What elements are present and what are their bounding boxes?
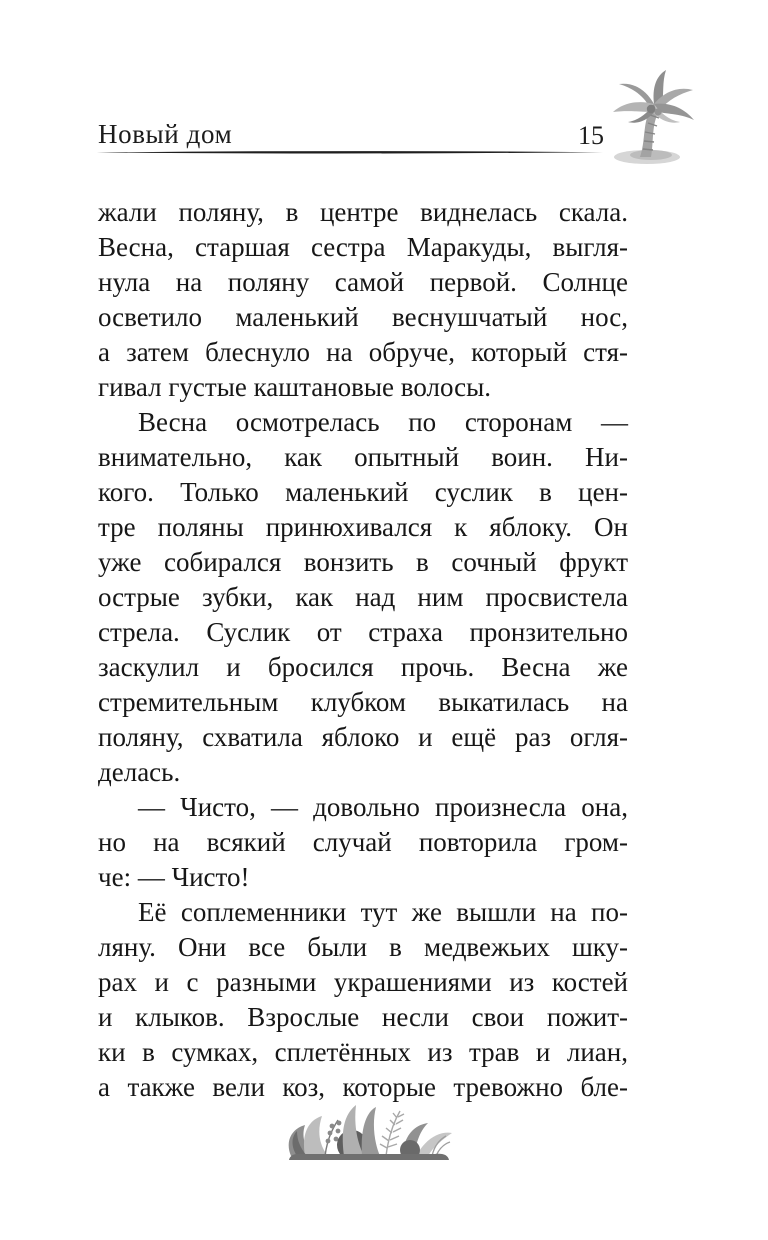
text-line: Весна, старшая сестра Маракуды, выгля-: [98, 232, 628, 262]
text-line: тре поляны принюхивался к яблоку. Он: [98, 512, 628, 542]
text-line: че: — Чисто!: [98, 862, 250, 892]
text-line: нула на поляну самой первой. Солнце: [98, 267, 628, 297]
text-line: а затем блеснуло на обруче, который стя-: [98, 337, 628, 367]
body-text: [98, 195, 628, 1105]
foliage-icon: [281, 1103, 457, 1163]
text-line: стремительным клубком выкатилась на: [98, 687, 628, 717]
text-line: Весна осмотрелась по сторонам —: [138, 407, 628, 437]
text-line: кого. Только маленький суслик в цен-: [98, 477, 628, 507]
text-line: острые зубки, как над ним просвистела: [98, 582, 628, 612]
text-line: заскулил и бросился прочь. Весна же: [98, 652, 628, 682]
text-line: ляну. Они все были в медвежьих шку-: [98, 932, 628, 962]
text-line: гивал густые каштановые волосы.: [98, 372, 491, 402]
palm-tree-icon: [601, 68, 701, 168]
text-line: осветило маленький веснушчатый нос,: [98, 302, 628, 332]
text-line: — Чисто, — довольно произнесла она,: [138, 792, 628, 822]
text-line: стрела. Суслик от страха пронзительно: [98, 617, 628, 647]
header-rule: [96, 149, 603, 156]
text-line: Её соплеменники тут же вышли на по-: [138, 897, 628, 927]
text-line: делась.: [98, 757, 181, 787]
text-line: уже собирался вонзить в сочный фрукт: [98, 547, 628, 577]
text-line: а также вели коз, которые тревожно бле-: [98, 1072, 628, 1102]
text-line: внимательно, как опытный воин. Ни-: [98, 442, 628, 472]
page-number: 15: [578, 121, 604, 150]
text-line: поляну, схватила яблоко и ещё раз огля-: [98, 722, 628, 752]
running-header-title: Новый дом: [98, 119, 233, 149]
text-line: но на всякий случай повторила гром-: [98, 827, 628, 857]
text-line: ки в сумках, сплетённых из трав и лиан,: [98, 1037, 628, 1067]
text-line: жали поляну, в центре виднелась скала.: [98, 197, 628, 227]
text-line: и клыков. Взрослые несли свои пожит-: [98, 1002, 628, 1032]
text-line: рах и с разными украшениями из костей: [98, 967, 628, 997]
